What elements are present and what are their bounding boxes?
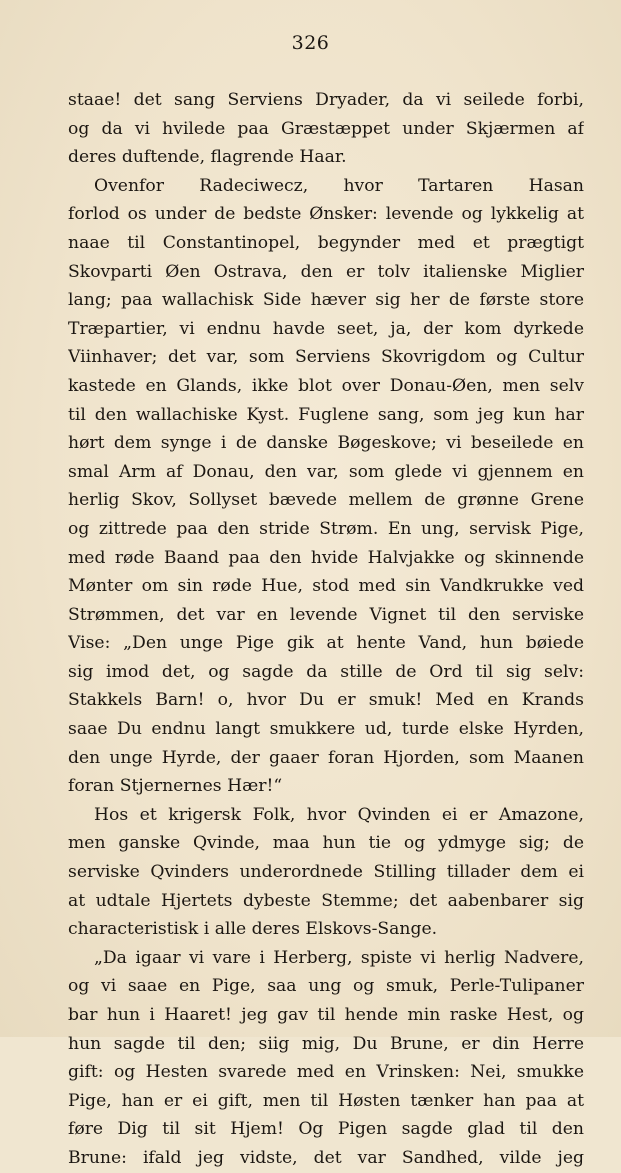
text-line: Vise: „Den unge Pige gik at hente Vand, hun bøiede — [68, 633, 584, 654]
text-line: hun sagde til den; siig mig, Du Brune, er din Herre — [68, 1033, 584, 1054]
text-line: naae til Constantinopel, begynder med et prægtigt — [68, 232, 584, 253]
text-line: kastede en Glands, ikke blot over Donau-Øen, men selv — [68, 375, 584, 396]
text-line: Pige, han er ei gift, men til Høsten tænker han paa at — [68, 1090, 584, 1111]
text-line: Skovparti Øen Ostrava, den er tolv italienske Miglier — [68, 261, 584, 282]
text-line: Ovenfor Radeciwecz, hvor Tartaren Hasan — [94, 175, 584, 196]
text-line: med røde Baand paa den hvide Halvjakke og skinnende — [68, 547, 584, 568]
text-line: bar hun i Haaret! jeg gav til hende min raske Hest, og — [68, 1005, 584, 1025]
text-line: forlod os under de bedste Ønsker: levende og lykkelig at — [68, 204, 584, 225]
page-number: 326 — [291, 32, 330, 54]
text-line: staae! det sang Serviens Dryader, da vi seilede forbi, — [68, 90, 584, 110]
text-line: hørt dem synge i de danske Bøgeskove; vi beseilede en — [68, 433, 584, 454]
text-line: characteristisk i alle deres Elskovs-Sange. — [68, 919, 438, 940]
text-line: men ganske Qvinde, maa hun tie og ydmyge sig; de — [68, 833, 584, 854]
text-line: føre Dig til sit Hjem! Og Pigen sagde glad til den — [68, 1119, 584, 1140]
text-line: lang; paa wallachisk Side hæver sig her de første store — [68, 290, 584, 311]
text-line: og zittrede paa den stride Strøm. En ung, servisk Pige, — [68, 518, 584, 539]
text-line: og da vi hvilede paa Græstæppet under Skjærmen af — [68, 118, 584, 139]
text-line: Brune: ifald jeg vidste, det var Sandhed, vilde jeg — [68, 1147, 584, 1168]
text-line: Stakkels Barn! o, hvor Du er smuk! Med en Krands — [68, 690, 584, 711]
text-line: foran Stjernernes Hær!“ — [68, 776, 283, 797]
text-line: saae Du endnu langt smukkere ud, turde elske Hyrden, — [68, 719, 584, 740]
text-line: Mønter om sin røde Hue, stod med sin Vandkrukke ved — [68, 576, 584, 597]
text-line: Viinhaver; det var, som Serviens Skovrigdom og Cultur — [68, 347, 584, 368]
text-line: Strømmen, det var en levende Vignet til den serviske — [68, 604, 584, 625]
text-line: til den wallachiske Kyst. Fuglene sang, som jeg kun har — [68, 404, 584, 425]
text-line: Træpartier, vi endnu havde seet, ja, der kom dyrkede — [68, 318, 584, 339]
text-line: den unge Hyrde, der gaaer foran Hjorden, som Maanen — [68, 747, 584, 768]
text-line: deres duftende, flagrende Haar. — [68, 147, 347, 168]
text-line: at udtale Hjertets dybeste Stemme; det aabenbarer sig — [68, 890, 584, 911]
text-line: smal Arm af Donau, den var, som glede vi gjennem en — [68, 461, 584, 482]
text-line: herlig Skov, Sollyset bævede mellem de grønne Grene — [68, 490, 584, 511]
text-line: „Da igaar vi vare i Herberg, spiste vi herlig Nadvere, — [94, 947, 584, 968]
text-line: Hos et krigersk Folk, hvor Qvinden ei er Amazone, — [94, 804, 584, 825]
text-line: gift: og Hesten svarede med en Vrinsken: Nei, smukke — [68, 1062, 584, 1083]
body-text — [68, 86, 584, 1173]
text-line: sig imod det, og sagde da stille de Ord til sig selv: — [68, 661, 584, 682]
text-line: og vi saae en Pige, saa ung og smuk, Perle-Tulipaner — [68, 976, 584, 997]
text-line: serviske Qvinders underordnede Stilling tillader dem ei — [68, 862, 584, 883]
